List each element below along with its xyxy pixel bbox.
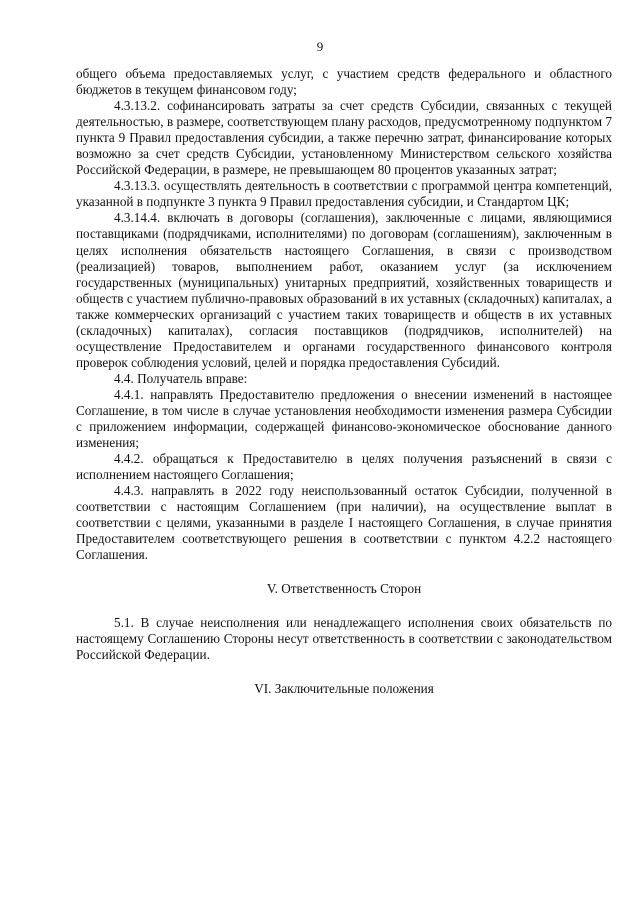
document-body: [76, 66, 612, 697]
paragraph-4-4-2: 4.4.2. обращаться к Предоставителю в целях получения разъяснений в связи с исполнением настоящего Соглашения;: [76, 451, 612, 483]
spacer: [76, 598, 612, 615]
paragraph-4-4-1: 4.4.1. направлять Предоставителю предложения о внесении изменений в настоящее Соглашение, в том числе в случае установления необходимости изменения размера Субсидии с приложением информации, содержащей финансово-экономическое обоснование данного изменения;: [76, 386, 612, 451]
page-number: 9: [316, 39, 324, 54]
paragraph-continuation: общего объема предоставляемых услуг, с участием средств федерального и областного бюджетов в текущем финансовом году;: [76, 66, 612, 98]
spacer: [76, 663, 612, 681]
section-heading-5: V. Ответственность Сторон: [266, 581, 422, 597]
paragraph-5-1: 5.1. В случае неисполнения или ненадлежащего исполнения своих обязательств по настоящему Соглашению Стороны несут ответственность в соответствии с законодательством Российской Федерации.: [76, 614, 612, 662]
spacer: [76, 563, 612, 581]
paragraph-4-4-3: 4.4.3. направлять в 2022 году неиспользованный остаток Субсидии, полученной в соответствии с настоящим Соглашением (при наличии), на осуществление выплат в соответствии с целями, указанными в разделе I настоящего Соглашения, в случае принятия Предоставителем соответствующего решения в соответствии с пунктом 4.2.2 настоящего Соглашения.: [76, 483, 612, 563]
paragraph-4-3-13-2: 4.3.13.2. софинансировать затраты за счет средств Субсидии, связанных с текущей деятельностью, в размере, соответствующем плану расходов, предусмотренному подпунктом 7 пункта 9 Правил предоставления субсидии, а также перечню затрат, финансирование которых возможно за счет средств Субсидии, установленному Министерством сельского хозяйства Российской Федерации, в размере, не превышающем 80 процентов указанных затрат;: [76, 98, 612, 178]
paragraph-4-4: 4.4. Получатель вправе:: [114, 370, 248, 386]
paragraph-4-3-13-3: 4.3.13.3. осуществлять деятельность в соответствии с программой центра компетенций, указанной в подпункте 3 пункта 9 Правил предоставления субсидии, и Стандартом ЦК;: [76, 178, 612, 210]
section-heading-6: VI. Заключительные положения: [254, 680, 434, 696]
paragraph-4-3-14-4: 4.3.14.4. включать в договоры (соглашения), заключенные с лицами, являющимися поставщиками (подрядчиками, исполнителями) по договорам (соглашениям), заключенным в целях исполнения обязательств настоящего Соглашения, в связи с производством (реализацией) товаров, выполнением работ, оказанием услуг (за исключением государственных (муниципальных) унитарных предприятий, хозяйственных товариществ и обществ с участием публично-правовых образований в их уставных (складочных) капиталах, а также коммерческих организаций с участием таких товариществ и обществ в их уставных (складочных) капиталах), согласия поставщиков (подрядчиков, исполнителей) на осуществление Предоставителем и органами государственного финансового контроля проверок соблюдения условий, целей и порядка предоставления Субсидий.: [76, 210, 612, 370]
